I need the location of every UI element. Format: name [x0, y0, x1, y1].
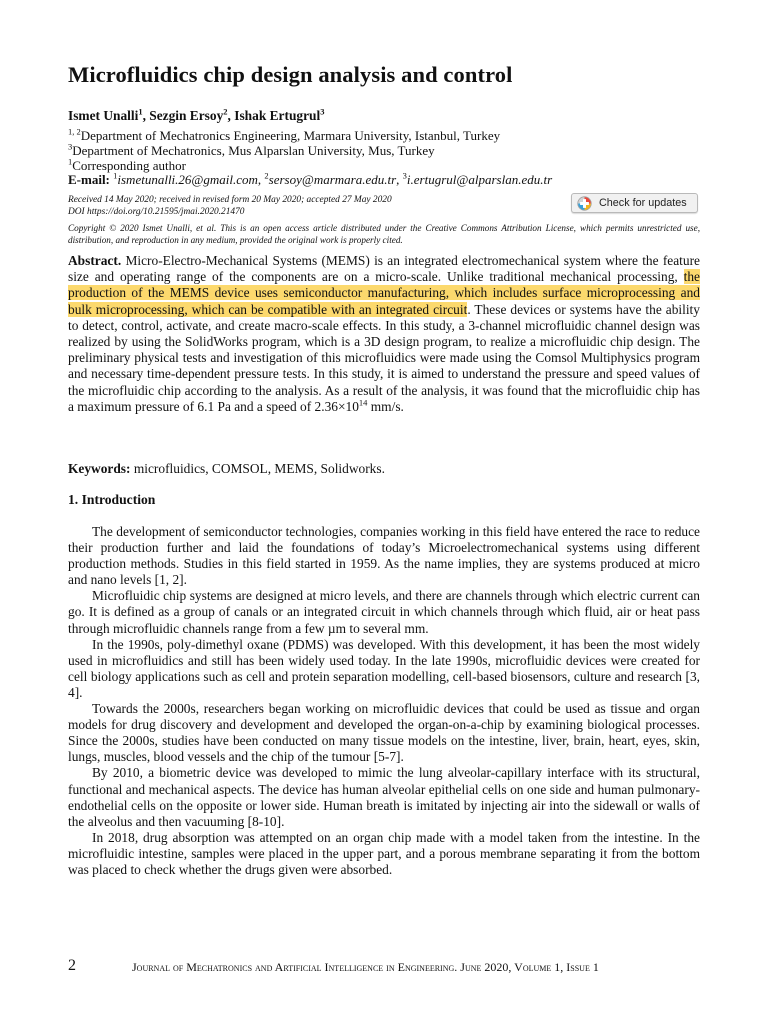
email-sup: 3 — [402, 170, 407, 181]
email-sup: 2 — [264, 170, 269, 181]
crossmark-icon — [577, 196, 592, 211]
keywords — [68, 461, 385, 477]
page-number: 2 — [68, 957, 76, 974]
author-name: Ismet Unalli — [68, 108, 139, 123]
abstract-label: Abstract. — [68, 253, 122, 268]
author-separator: , — [227, 108, 235, 123]
paragraph: The development of semiconductor technologies, companies working in this field have entered the race to reduce their production further and laid the foundations of today’s Microelectromechanical systems using different production methods. Studies in this field started in 1959. As the name implies, they are systems produced at micro and nano levels [1, 2]. — [68, 524, 700, 588]
paper-title: Microfluidics chip design analysis and control — [68, 62, 513, 87]
keywords-label: Keywords: — [68, 461, 131, 476]
affiliation-line — [68, 128, 500, 144]
author-sup: 1 — [138, 106, 143, 117]
author-list — [68, 108, 324, 124]
email-address[interactable]: sersoy@marmara.edu.tr — [268, 172, 397, 187]
email-sup: 1 — [113, 170, 118, 181]
section-heading: 1. Introduction — [68, 492, 156, 507]
affiliation-sup: 1, 2 — [68, 126, 81, 137]
page-footer — [68, 957, 700, 977]
paragraph: In the 1990s, poly-dimethyl oxane (PDMS) was developed. With this development, it has been the most widely used in microfluidics and still has been widely used today. In the late 1990s, microfluidic devices were created for cell biology applications such as cell and protein separation modelling, cell-based biosensors, culture and research [3, 4]. — [68, 636, 700, 700]
author-separator: , — [142, 108, 150, 123]
paragraph: In 2018, drug absorption was attempted on an organ chip made with a model taken from the intestine. In the microfluidic intestine, samples were placed in the upper part, and a porous membrane separating it from the bottom was placed to check whether the drugs given were absorbed. — [68, 829, 700, 877]
affiliation-text: Corresponding author — [72, 158, 186, 173]
affiliation-text: Department of Mechatronics, Mus Alparslan University, Mus, Turkey — [72, 143, 435, 158]
email-line: E-mail: $^1$ismetunalli.26@gmail.com, $^2$sersoy@marmara.edu.tr, $^3$i.ertugrul@alparslan.edu.tr — [68, 170, 553, 187]
paragraph: Microfluidic chip systems are designed at micro levels, and there are channels through which electric current can go. It is defined as a group of canals or an integrated circuit in which channels through which fluid, air or heat pass through microfluidic channels range from a few µm to several mm. — [68, 588, 700, 636]
author-sup: 2 — [223, 106, 228, 117]
abstract-text: mm/s. — [367, 398, 404, 414]
journal-name: Journal of Mechatronics and Artificial Intelligence in Engineering. June 2020, Volume 1, Issue 1 — [132, 960, 599, 974]
paragraph: By 2010, a biometric device was developed to mimic the lung alveolar-capillary interface with its structural, functional and mechanical aspects. The device has human alveolar epithelial cells on one side and human pulmonary-endothelial cells on the opposite or lower side. Human breath is imitated by injecting air into the sidewall or walls of the alveolus and then vacuuming [8-10]. — [68, 765, 700, 829]
introduction-body — [68, 524, 700, 878]
keywords-text: microfluidics, COMSOL, MEMS, Solidworks. — [130, 461, 385, 476]
abstract — [68, 253, 700, 415]
email-address[interactable]: i.ertugrul@alparslan.edu.tr — [406, 172, 553, 187]
author-sup: 3 — [320, 106, 325, 117]
affiliation-sup: 1 — [68, 156, 73, 167]
affiliation-sup: 3 — [68, 141, 73, 152]
doi-link[interactable]: DOI https://doi.org/10.21595/jmai.2020.21470 — [68, 207, 245, 217]
author-name: Ishak Ertugrul — [234, 108, 321, 123]
author-name: Sezgin Ersoy — [149, 108, 224, 123]
abstract-text: . These devices or systems have the ability to detect, control, activate, and create macro-scale effects. In this study, a 3-channel microfluidic channel design was realized by using the SolidWorks program, which is a 3D design program, to realize a microfluidic chip design. The preliminary physical tests and investigation of this microfluidics were made using the Comsol Multiphysics program and necessary time-dependent pressure tests. In this study, it is aimed to understand the pressure and speed values of the microfluidic chip according to the analysis. As a result of the analysis, it was found that the microfluidic chip has a maximum pressure of 6.1 Pa and a speed of 2.36×10 — [68, 301, 700, 414]
check-for-updates-button[interactable] — [571, 193, 698, 213]
exponent: 14 — [358, 397, 368, 408]
affiliation-text: Department of Mechatronics Engineering, Marmara University, Istanbul, Turkey — [80, 128, 501, 143]
email-label: E-mail: — [68, 172, 110, 187]
paragraph: Towards the 2000s, researchers began working on microfluidic devices that could be used as tissue and organ models for drug discovery and development and developed the organ-on-a-chip by examining biological processes. Since the 2000s, studies have been conducted on many tissue models on the intestine, liver, brain, heart, eyes, skin, lungs, muscles, blood vessels and the chip of the tumour [5-7]. — [68, 701, 700, 765]
abstract-text: Micro-Electro-Mechanical Systems (MEMS) is an integrated electromechanical system where the feature size and operating range of the components are on a micro-scale. Unlike traditional mechanical processing, — [68, 253, 700, 285]
email-address[interactable]: ismetunalli.26@gmail.com — [117, 172, 258, 187]
affiliation-line — [68, 143, 435, 159]
highlighted-text: the production of the MEMS device uses semiconductor manufacturing, which includes surface microprocessing and bulk microprocessing, which can be compatible with an integrated circuit — [68, 269, 700, 317]
received-dates: Received 14 May 2020; received in revised form 20 May 2020; accepted 27 May 2020 — [68, 195, 392, 205]
check-for-updates-label: Check for updates — [599, 197, 687, 209]
copyright-notice: Copyright © 2020 Ismet Unalli, et al. This is an open access article distributed under the Creative Commons Attribution License, which permits unrestricted use, distribution, and reproduction in any medium, provided the original work is properly cited. — [68, 223, 700, 245]
